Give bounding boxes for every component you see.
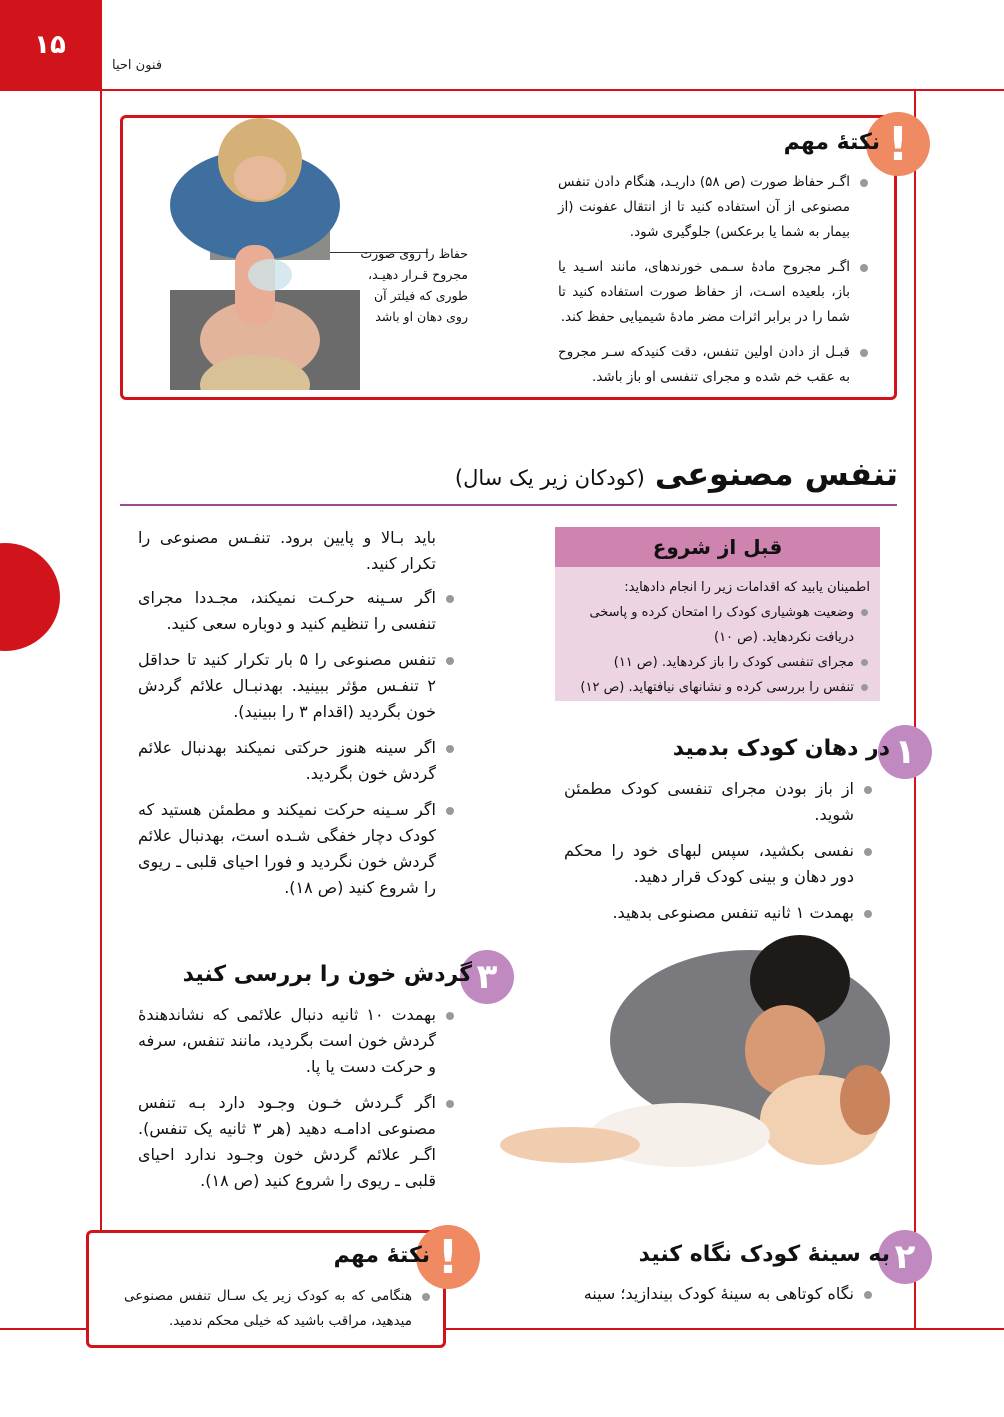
left-column-item: اگر سینه هنوز حرکتی نمیکند بهدنبال علائم گردش خون بگردید. <box>138 735 456 787</box>
step-3-title: گردش خون را بررسی کنید <box>182 962 472 987</box>
face-shield-photo <box>140 100 360 390</box>
before-start-list <box>569 600 870 700</box>
before-start-item: مجرای تنفسی کودک را باز کردهاید. (ص ۱۱) <box>569 650 870 675</box>
top-note-exclamation-icon: ! <box>866 112 930 176</box>
step-3-list <box>138 1002 456 1204</box>
bottom-note-title: نکتهٔ مهم <box>333 1243 430 1268</box>
header-rule <box>0 89 1004 91</box>
step-1-item: بهمدت ۱ ثانیه تنفس مصنوعی بدهید. <box>564 900 874 926</box>
top-note-item: اگـر مجروح مادهٔ سـمی خورندهای، مانند اسـید یا باز، بلعیده اسـت، از حفاظ صورت استفاده کنید تا شما را در برابر اثرات مضر مادهٔ شیمیایی حفظ کند. <box>558 255 868 330</box>
infant-rescue-breath-photo <box>500 920 900 1180</box>
left-column-continuation: باید بـالا و پایین برود. تنفـس مصنوعی را تکرار کنید. <box>138 528 436 573</box>
step-1-item: نفسی بکشید، سپس لبهای خود را محکم دور دهان و بینی کودک قرار دهید. <box>564 838 874 890</box>
side-tab-marker <box>0 543 60 651</box>
before-start-box <box>555 527 880 701</box>
step-1-list <box>564 776 874 936</box>
running-title: فنون احیا <box>112 58 163 73</box>
before-start-title: قبل از شروع <box>555 527 880 567</box>
face-shield-caption: حفاظ را روی صورت مجروح قـرار دهیـد، طوری که فیلتر آن روی دهان او باشد <box>360 246 468 324</box>
bottom-note-list <box>124 1284 430 1344</box>
page-title: تنفس مصنوعی <box>654 455 898 493</box>
page-number: ۱۵ <box>0 0 100 90</box>
top-note-list <box>558 170 868 400</box>
step-3-item: بهمدت ۱۰ ثانیه دنبال علائمی که نشاندهندهٔ گردش خون است بگردید، مانند تنفس، سرفه و حرکت دست یا پا. <box>138 1002 456 1080</box>
step-1-title: در دهان کودک بدمید <box>672 736 890 761</box>
step-2-badge: ۲ <box>878 1230 932 1284</box>
before-start-item: تنفس را بررسی کرده و نشانهای نیافتهاید. (ص ۱۲) <box>569 675 870 700</box>
bottom-note-exclamation-icon: ! <box>416 1225 480 1289</box>
top-note-item: اگـر حفاظ صورت (ص ۵۸) داریـد، هنگام دادن تنفس مصنوعی از آن استفاده کنید تا از انتقال عفونت (از بیمار به شما یا برعکس) جلوگیری شود. <box>558 170 868 245</box>
bottom-note-item: هنگامی که به کودک زیر یک سـال تنفس مصنوعی میدهید، مراقب باشید که خیلی محکم ندمید. <box>124 1284 430 1334</box>
step-2-list <box>544 1281 874 1317</box>
title-underline <box>120 504 897 506</box>
page-subtitle: (کودکان زیر یک سال) <box>454 466 645 490</box>
top-note-item: قبـل از دادن اولین تنفس، دقت کنیدکه سـر مجروح به عقب خم شده و مجرای تنفسی او باز باشد. <box>558 340 868 390</box>
step-2-item: نگاه کوتاهی به سینهٔ کودک بیندازید؛ سینه <box>544 1281 874 1307</box>
step-2-title: به سینهٔ کودک نگاه کنید <box>638 1242 890 1267</box>
top-note-title: نکتهٔ مهم <box>783 130 880 155</box>
left-column-item: تنفس مصنوعی را ۵ بار تکرار کنید تا حداقل ۲ تنفـس مؤثر ببینید. بهدنبـال علائم گردش خون بگردید (اقدام ۳ را ببینید). <box>138 647 456 725</box>
before-start-intro: اطمینان یابید که اقدامات زیر را انجام دادهاید: <box>624 580 870 595</box>
step-1-badge: ۱ <box>878 725 932 779</box>
before-start-item: وضعیت هوشیاری کودک را امتحان کرده و پاسخی دریافت نکردهاید. (ص ۱۰) <box>569 600 870 650</box>
left-column-item: اگر سـینه حرکت نمیکند و مطمئن هستید که کودک دچار خفگی شـده است، بهدنبال علائم گردش خون نگردید و فورا احیای قلبی ـ ریوی را شروع کنید (ص ۱۸). <box>138 797 456 901</box>
step-3-item: اگر گـردش خـون وجـود دارد بـه تنفس مصنوعی ادامـه دهید (هر ۳ ثانیه یک تنفس). اگـر علائم گردش خون وجـود ندارد احیای قلبی ـ ریوی را شروع کنید (ص ۱۸). <box>138 1090 456 1194</box>
left-column-item: اگر سـینه حرکـت نمیکند، مجـددا مجرای تنفسی را تنظیم کنید و دوباره سعی کنید. <box>138 585 456 637</box>
vertical-rule-main-left <box>100 89 102 1329</box>
section-heading <box>455 455 898 493</box>
vertical-rule-right <box>914 89 916 1329</box>
step-1-item: از باز بودن مجرای تنفسی کودک مطمئن شوید. <box>564 776 874 828</box>
left-column-list <box>138 585 456 911</box>
step-3-badge: ۳ <box>460 950 514 1004</box>
vertical-rule-left <box>100 0 102 90</box>
